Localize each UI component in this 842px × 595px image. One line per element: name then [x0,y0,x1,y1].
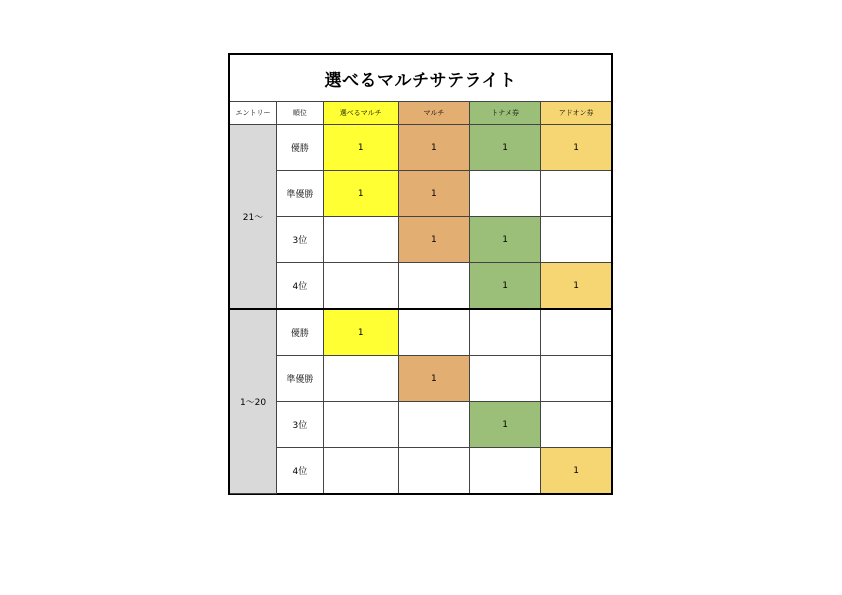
prize-table [230,101,611,494]
prize-cell [541,309,611,356]
rank-cell: 優勝 [277,309,324,356]
table-row [230,309,611,356]
prize-cell [323,356,398,402]
prize-cell [541,217,611,263]
prize-cell [470,356,541,402]
prize-cell [398,263,469,310]
prize-cell: 1 [398,356,469,402]
rank-cell: 4位 [277,448,324,494]
prize-cell [398,448,469,494]
table-row [230,448,611,494]
rank-cell: 3位 [277,217,324,263]
prize-cell [323,217,398,263]
prize-cell: 1 [470,263,541,310]
entry-group-cell: 21～ [230,125,277,310]
prize-cell: 1 [323,125,398,171]
prize-cell [470,309,541,356]
prize-cell: 1 [470,125,541,171]
prize-cell [398,309,469,356]
prize-cell: 1 [470,217,541,263]
entry-group-cell: 1～20 [230,309,277,493]
prize-cell: 1 [398,125,469,171]
prize-cell: 1 [323,309,398,356]
prize-cell: 1 [541,125,611,171]
table-row [230,171,611,217]
sheet-title: 選べるマルチサテライト [324,70,517,91]
table-row [230,125,611,171]
rank-cell: 準優勝 [277,171,324,217]
table-row [230,263,611,310]
prize-cell [323,448,398,494]
prize-cell: 1 [541,448,611,494]
table-body [230,125,611,494]
table-row [230,402,611,448]
prize-cell [323,263,398,310]
prize-cell [470,171,541,217]
prize-cell [541,402,611,448]
prize-cell [541,356,611,402]
header-rank: 順位 [277,102,324,125]
rank-cell: 優勝 [277,125,324,171]
header-row [230,102,611,125]
rank-cell: 4位 [277,263,324,310]
prize-cell [541,171,611,217]
header-tourney-ticket: トナメ券 [470,102,541,125]
prize-cell: 1 [398,217,469,263]
prize-cell [470,448,541,494]
header-entry: エントリー [230,102,277,125]
rank-cell: 3位 [277,402,324,448]
prize-cell: 1 [470,402,541,448]
prize-cell [398,402,469,448]
prize-cell: 1 [323,171,398,217]
rank-cell: 準優勝 [277,356,324,402]
header-multi: マルチ [398,102,469,125]
header-erabu-multi: 選べるマルチ [323,102,398,125]
prize-cell [323,402,398,448]
table-row [230,356,611,402]
table-row [230,217,611,263]
prize-cell: 1 [541,263,611,310]
header-addon-ticket: アドオン券 [541,102,611,125]
prize-cell: 1 [398,171,469,217]
prize-sheet [228,53,613,495]
